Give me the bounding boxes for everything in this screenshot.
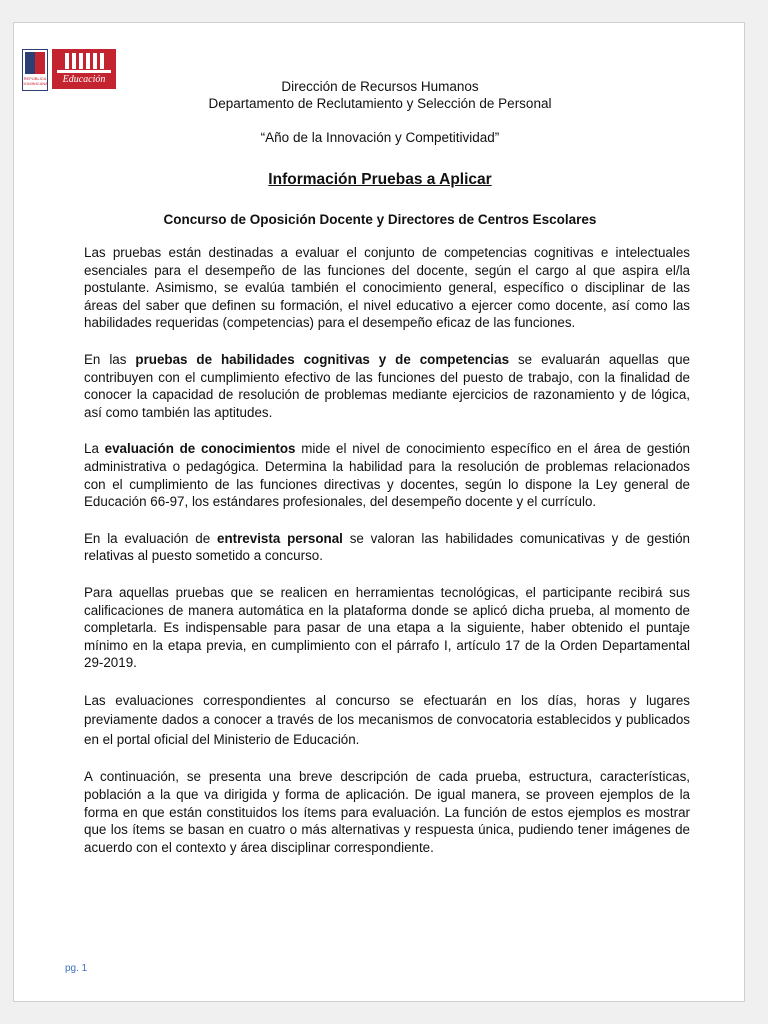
paragraph-intro: Las pruebas están destinadas a evaluar el conjunto de competencias cognitivas e intelectuales esenciales para el desempeño de las funciones del docente, según el cargo al que aspira el/la postulante. Asimismo, se evalúa también el conocimiento general, específico o disciplinar de las áreas del saber que definen su formación, el nivel educativo a ejercer como docente, así como las habilidades requeridas (competencias) para el desempeño eficaz de las funciones. xyxy=(84,245,690,331)
page-number: pg. 1 xyxy=(65,963,88,974)
page-subtitle: Concurso de Oposición Docente y Directores de Centros Escolares xyxy=(163,212,597,227)
logo-text: Educación xyxy=(62,74,106,85)
bold-term: pruebas de habilidades cognitivas y de competencias xyxy=(135,351,510,367)
document-body xyxy=(84,244,690,875)
paragraph-examples: A continuación, se presenta una breve descripción de cada prueba, estructura, características, población a la que va dirigida y forma de aplicación. De igual manera, se proveen ejemplos de la forma en que están constituidos los ítems para evaluación. La función de estos ejemplos es mostrar que los ítems se basan en cuatro o más alternativas y respuesta única, pudiendo tener imágenes de acuerdo con el contexto y área disciplinar correspondiente. xyxy=(84,769,690,855)
header-line-1: Dirección de Recursos Humanos xyxy=(281,79,479,94)
header-line-2: Departamento de Reclutamiento y Selección de Personal xyxy=(208,96,552,111)
logo-shield-text: REPÚBLICA DOMINICANA xyxy=(22,76,48,86)
document-page xyxy=(13,22,745,1002)
year-motto: “Año de la Innovación y Competitividad” xyxy=(260,130,500,145)
bold-term: entrevista personal xyxy=(217,530,343,546)
paragraph-knowledge: La evaluación de conocimientos mide el nivel de conocimiento específico en el área de gestión administrativa o pedagógica. Determina la habilidad para la resolución de problemas relacionados con el cumplimiento de las funciones directivas y docentes, según lo dispone la Ley general de Educación 66-97, los estándares profesionales, del desempeño docente y el currículo. xyxy=(84,441,691,510)
page-title: Información Pruebas a Aplicar xyxy=(268,171,492,188)
paragraph-interview: En la evaluación de entrevista personal se valoran las habilidades comunicativas y de gestión relativas al puesto sometido a concurso. xyxy=(84,530,690,564)
paragraph-cognitive: En las pruebas de habilidades cognitivas y de competencias se evaluarán aquellas que contribuyen con el cumplimiento efectivo de las funciones del puesto de trabajo, con la finalidad de conocer la capacidad de resolución de problemas mediante ejercicios de razonamiento y de lógica, así como también las aptitudes. xyxy=(84,351,690,420)
paragraph-technology: Para aquellas pruebas que se realicen en herramientas tecnológicas, el participante recibirá sus calificaciones de manera automática en la plataforma donde se aplicó dicha prueba, al momento de completarla. Es indispensable para pasar de una etapa a la siguiente, haber obtenido el puntaje mínimo en la etapa previa, en cumplimiento con el párrafo I, artículo 17 de la Orden Departamental 29-2019. xyxy=(84,584,690,671)
bold-term: evaluación de conocimientos xyxy=(104,441,296,457)
paragraph-schedule: Las evaluaciones correspondientes al concurso se efectuarán en los días, horas y lugares previamente dados a conocer a través de los mecanismos de convocatoria establecidos y publicados en el portal oficial del Ministerio de Educación. xyxy=(84,692,690,747)
